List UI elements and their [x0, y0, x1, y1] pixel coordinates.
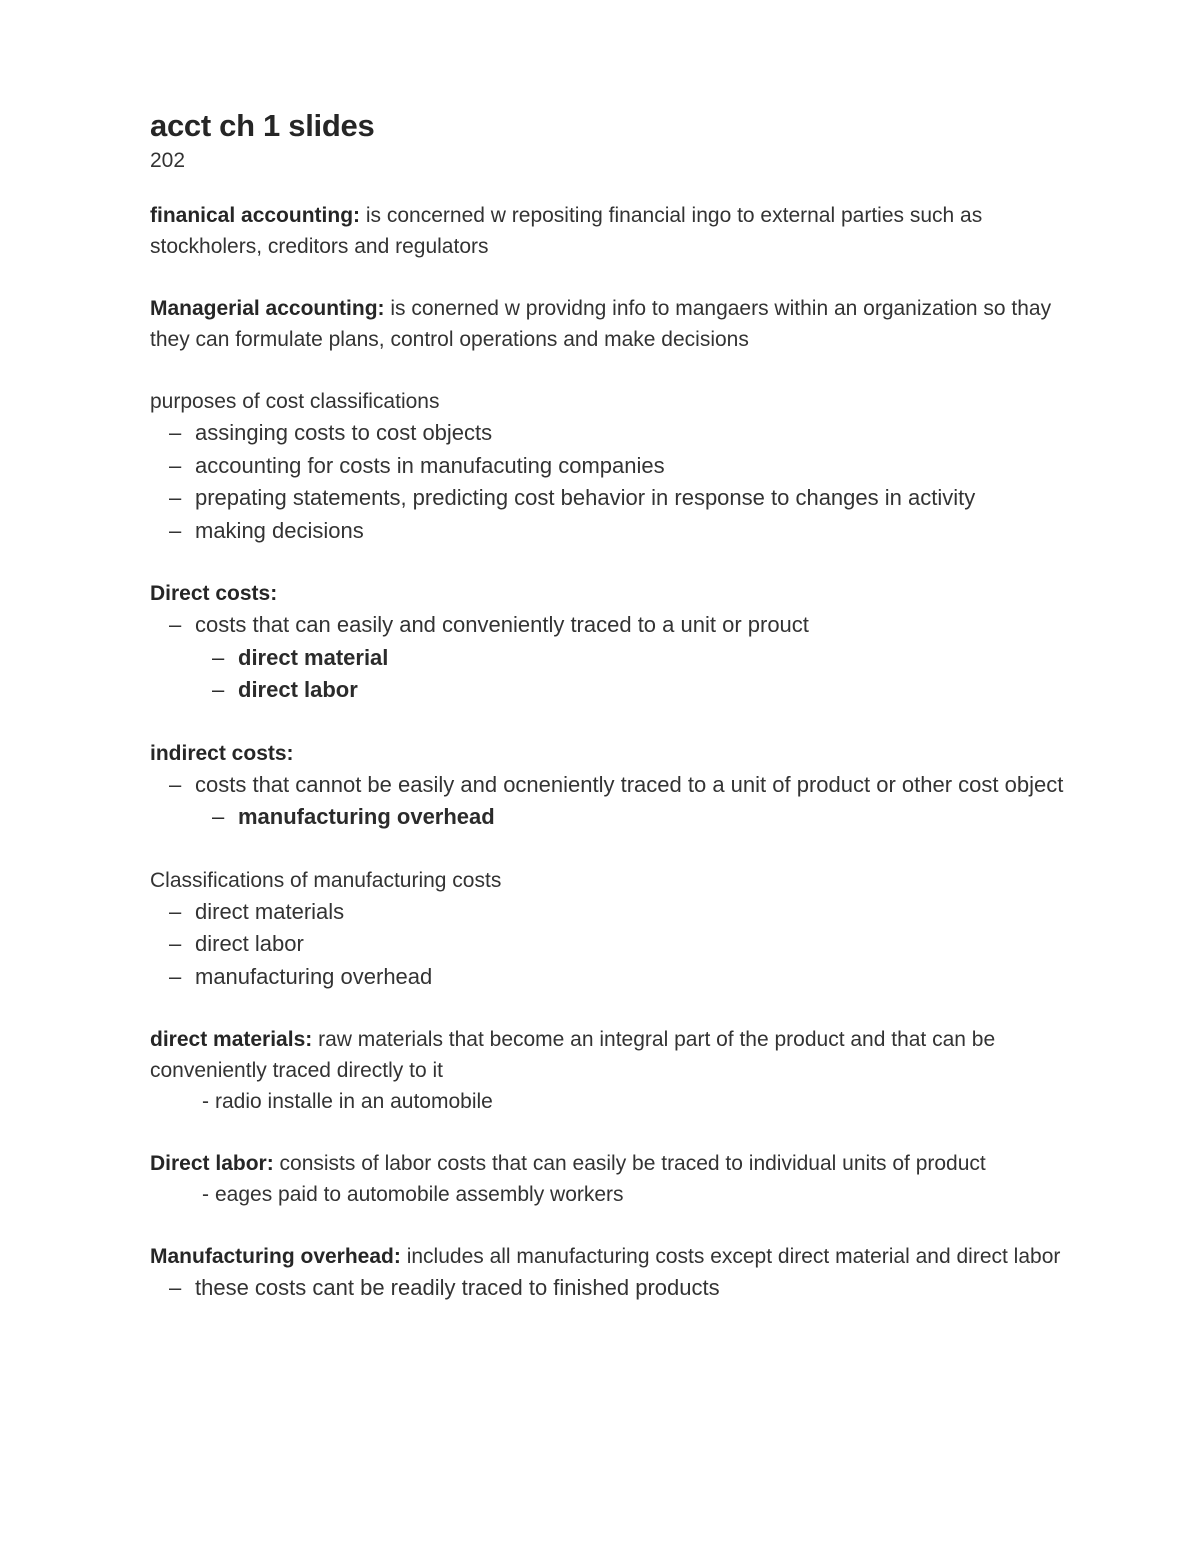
classifications-list	[150, 896, 1070, 994]
overhead-definition	[150, 1241, 1070, 1272]
nested-list-item	[150, 674, 1070, 707]
list-item-text: costs that can easily and conveniently traced to a unit or prouct	[195, 612, 809, 637]
dash-bullet: –	[169, 420, 182, 445]
nested-list-item-text: manufacturing overhead	[238, 804, 495, 829]
list-item-text: assinging costs to cost objects	[195, 420, 493, 445]
nested-list-item-text: direct labor	[238, 677, 358, 702]
financial-accounting-term: finanical accounting:	[150, 204, 361, 227]
direct-labor-term: Direct labor:	[150, 1152, 274, 1175]
dash-bullet: –	[169, 612, 182, 637]
example-text: radio installe in an automobile	[215, 1090, 493, 1113]
classifications-heading: Classifications of manufacturing costs	[150, 868, 502, 892]
list-item	[150, 769, 1070, 802]
overhead-list	[150, 1272, 1070, 1305]
dash-bullet: -	[202, 1090, 209, 1113]
list-item-text: prepating statements, predicting cost behavior in response to changes in activity	[195, 485, 976, 510]
indirect-costs-list	[150, 769, 1070, 834]
direct-labor-text: consists of labor costs that can easily be traced to individual units of product	[273, 1152, 986, 1175]
list-item	[150, 515, 1070, 548]
dash-bullet: –	[212, 644, 225, 670]
list-item	[150, 609, 1070, 642]
list-item-text: costs that cannot be easily and ocneniently traced to a unit of product or other cost object	[195, 771, 1064, 797]
nested-list-item	[150, 801, 1070, 834]
nested-list-item	[150, 642, 1070, 675]
dash-bullet: –	[169, 963, 182, 989]
indirect-costs-heading	[150, 738, 1070, 769]
direct-labor-example	[150, 1179, 1070, 1210]
financial-accounting-definition	[150, 200, 1070, 262]
direct-labor-definition	[150, 1148, 1070, 1179]
list-item	[150, 928, 1070, 961]
list-item	[150, 450, 1070, 483]
dash-bullet: –	[212, 677, 225, 702]
overhead-text: includes all manufacturing costs except direct material and direct labor	[400, 1245, 1061, 1268]
document-page	[150, 106, 1070, 1305]
list-item	[150, 417, 1070, 450]
list-item	[150, 961, 1070, 994]
list-item-text: manufacturing overhead	[195, 963, 433, 989]
direct-materials-term: direct materials:	[150, 1028, 313, 1051]
example-text: eages paid to automobile assembly workers	[215, 1183, 624, 1206]
list-item	[150, 1272, 1070, 1305]
dash-bullet: –	[169, 771, 182, 797]
page-subtitle: 202	[150, 149, 186, 172]
list-item-text: accounting for costs in manufacuting companies	[195, 452, 665, 478]
list-item-text: direct labor	[195, 931, 304, 956]
dash-bullet: –	[169, 898, 182, 924]
dash-bullet: –	[212, 804, 225, 829]
managerial-accounting-definition	[150, 293, 1070, 355]
purposes-heading: purposes of cost classifications	[150, 390, 440, 413]
list-item	[150, 482, 1070, 515]
dash-bullet: -	[202, 1183, 209, 1206]
dash-bullet: –	[169, 1275, 182, 1300]
dash-bullet: –	[169, 517, 182, 543]
managerial-accounting-text: is conerned w providng info to mangaers within an organization so thay they can formulate plans, control operations and make decisions	[150, 297, 1052, 351]
financial-accounting-text: is concerned w repositing financial ingo to external parties such as stockholers, creditors and regulators	[150, 204, 983, 258]
list-item-text: these costs cant be readily traced to finished products	[195, 1275, 720, 1300]
direct-costs-list	[150, 609, 1070, 707]
direct-materials-example	[150, 1086, 1070, 1117]
list-item-text: direct materials	[195, 898, 345, 924]
dash-bullet: –	[169, 485, 182, 510]
direct-costs-heading	[150, 578, 1070, 609]
dash-bullet: –	[169, 931, 182, 956]
list-item-text: making decisions	[195, 517, 364, 543]
overhead-term: Manufacturing overhead:	[150, 1245, 401, 1268]
dash-bullet: –	[169, 452, 182, 478]
direct-materials-text: raw materials that become an integral part of the product and that can be conveniently traced directly to it	[150, 1028, 996, 1082]
page-title: acct ch 1 slides	[150, 108, 375, 143]
purposes-list	[150, 417, 1070, 547]
direct-labor-block	[150, 1148, 1070, 1210]
indirect-costs-heading-text: indirect costs:	[150, 741, 294, 765]
direct-materials-definition	[150, 1024, 1070, 1086]
list-item	[150, 896, 1070, 929]
direct-costs-heading-text: Direct costs:	[150, 582, 278, 605]
nested-list-item-text: direct material	[238, 644, 389, 670]
managerial-accounting-term: Managerial accounting:	[150, 297, 385, 320]
direct-materials-block	[150, 1024, 1070, 1117]
